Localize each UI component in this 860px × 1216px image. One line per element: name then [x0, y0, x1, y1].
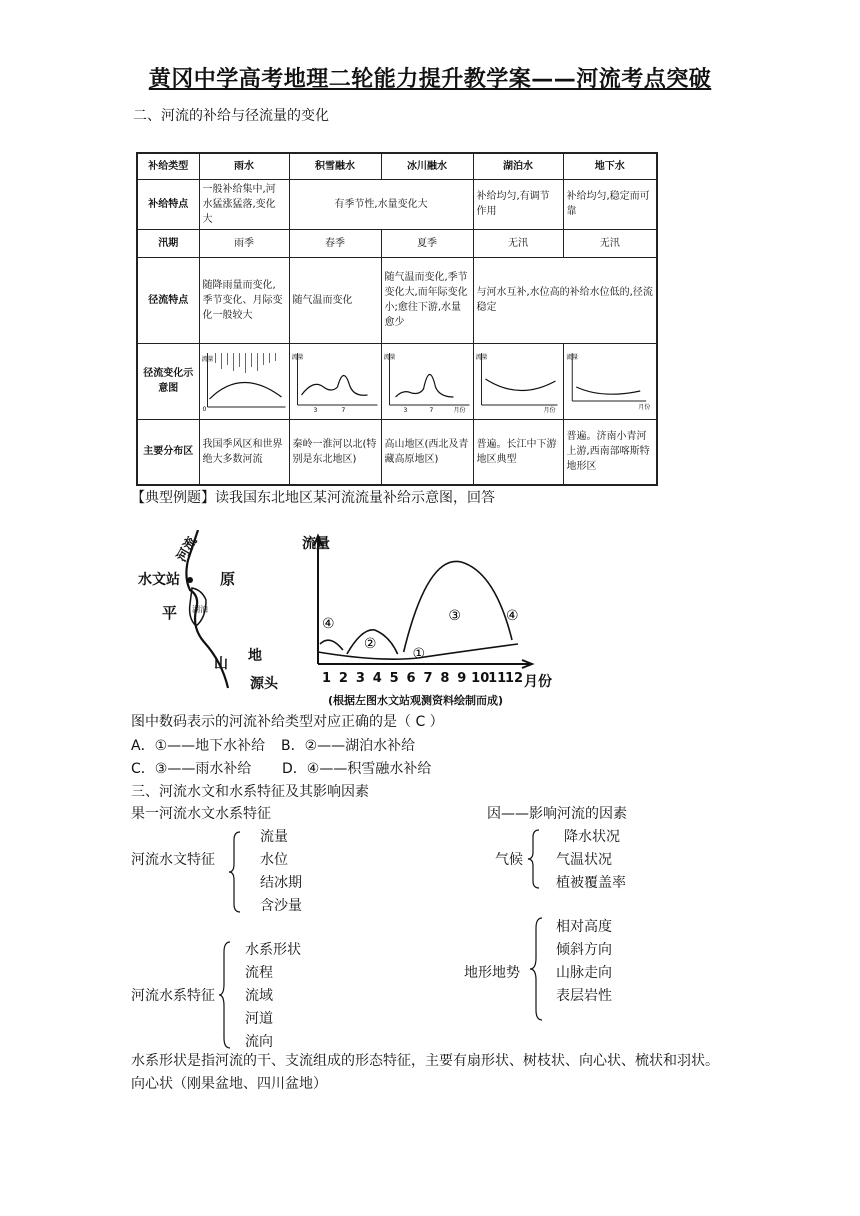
map-label-mountain: 地 — [248, 648, 262, 664]
table-cell: 普遍。济南小青河上游,西南部喀斯特地形区 — [563, 419, 657, 485]
list-item: 表层岩性 — [556, 988, 612, 1004]
snowmelt-runoff-chart — [291, 349, 380, 413]
river-map — [130, 530, 290, 700]
map-label-plain: 原 — [220, 570, 236, 588]
list-item: 水位 — [260, 852, 288, 868]
table-cell: 夏季 — [381, 229, 473, 257]
option-b: B．②——湖泊水补给 — [281, 738, 416, 754]
row-label: 径流特点 — [137, 257, 199, 343]
tick-label: 3 — [403, 407, 407, 413]
list-item: 含沙量 — [260, 898, 302, 914]
table-header-cell: 冰川融水 — [381, 153, 473, 179]
row-label: 汛期 — [137, 229, 199, 257]
table-cell — [289, 343, 381, 419]
station-marker-icon — [187, 577, 193, 583]
groundwater-runoff-chart — [565, 349, 656, 413]
brace-icon — [528, 916, 544, 1022]
table-cell: 高山地区(西北及青藏高原地区) — [381, 419, 473, 485]
tick-label: 7 — [423, 671, 433, 686]
table-cell: 秦岭一淮河以北(特别是东北地区) — [289, 419, 381, 485]
tick-label: 9 — [457, 671, 467, 686]
tick-label: 2 — [338, 671, 348, 686]
map-label-station: 水文站 — [138, 572, 180, 588]
hydro-features-label: 河流水文特征 — [131, 852, 215, 868]
table-header-cell: 补给类型 — [137, 153, 199, 179]
tick-label: 7 — [341, 407, 345, 413]
list-item: 流程 — [245, 965, 273, 981]
option-c: C．③——雨水补给 — [131, 761, 252, 777]
lake-runoff-chart — [475, 349, 562, 413]
list-item: 流量 — [260, 829, 288, 845]
map-label-river: 河流 — [174, 534, 201, 565]
list-item: 植被覆盖率 — [556, 875, 626, 891]
series-line — [404, 561, 512, 652]
section-2-heading: 二、河流的补给与径流量的变化 — [133, 108, 329, 124]
map-label-lake: 湖泊 — [192, 605, 208, 614]
chart-axis-label: 流量 — [475, 354, 488, 361]
table-cell: 有季节性,水量变化大 — [289, 179, 473, 229]
brace-icon — [228, 830, 242, 914]
recharge-chart — [298, 532, 558, 708]
row-label: 径流变化示意图 — [137, 343, 199, 419]
table-cell — [473, 343, 563, 419]
list-item: 倾斜方向 — [556, 942, 612, 958]
table-cell: 无汛 — [563, 229, 657, 257]
table-cell: 无汛 — [473, 229, 563, 257]
table-header-cell: 雨水 — [199, 153, 289, 179]
list-item: 山脉走向 — [556, 965, 612, 981]
tick-label: 3 — [355, 671, 365, 686]
tick-label: 4 — [372, 671, 382, 686]
rain-runoff-chart — [201, 349, 288, 413]
table-row — [137, 229, 657, 257]
table-cell: 随气温而变化 — [289, 257, 381, 343]
example-intro: 【典型例题】读我国东北地区某河流流量补给示意图，回答 — [131, 490, 495, 506]
chart-y-label: 流量 — [302, 536, 330, 552]
chart-axis-label: 月份 — [453, 407, 466, 413]
area-label: ① — [412, 646, 426, 662]
tick-label: 11 — [488, 671, 507, 686]
system-features-label: 河流水系特征 — [131, 988, 215, 1004]
table-cell: 春季 — [289, 229, 381, 257]
tick-label: 5 — [389, 671, 399, 686]
chart-axis-label: 流量 — [291, 354, 304, 361]
chart-x-label: 月份 — [524, 674, 552, 690]
cause-heading: 因——影响河流的因素 — [487, 806, 627, 822]
tick-label: 8 — [440, 671, 450, 686]
list-item: 气温状况 — [556, 852, 612, 868]
table-cell: 与河水互补,水位高的补给水位低的,径流稳定 — [473, 257, 657, 343]
area-label: ② — [363, 636, 377, 652]
table-cell: 补给均匀,稳定而可靠 — [563, 179, 657, 229]
area-label: ④ — [322, 616, 335, 632]
chart-origin-label: 0 — [202, 406, 206, 413]
question-text: 图中数码表示的河流补给类型对应正确的是（ C ） — [131, 714, 444, 730]
recharge-table — [136, 152, 658, 486]
tick-label: 3 — [313, 407, 317, 413]
map-label-source: 源头 — [250, 676, 278, 692]
table-cell — [199, 343, 289, 419]
table-cell: 随气温而变化,季节变化大,而年际变化小;愈往下游,水量愈少 — [381, 257, 473, 343]
paragraph: 水系形状是指河流的干、支流组成的形态特征，主要有扇形状、树枝状、向心状、梳状和羽状。 — [131, 1053, 719, 1069]
row-label: 补给特点 — [137, 179, 199, 229]
tick-label: 7 — [429, 407, 433, 413]
terrain-label: 地形地势 — [464, 965, 520, 981]
table-header-cell: 地下水 — [563, 153, 657, 179]
list-item: 水系形状 — [245, 942, 301, 958]
effect-heading: 果一河流水文水系特征 — [131, 806, 271, 822]
map-label-plain: 平 — [162, 604, 178, 622]
table-cell: 雨季 — [199, 229, 289, 257]
chart-axis-label: 流量 — [565, 354, 578, 361]
brace-icon — [527, 828, 541, 890]
table-cell — [563, 343, 657, 419]
table-header-cell: 积雪融水 — [289, 153, 381, 179]
list-item: 河道 — [245, 1011, 273, 1027]
tick-label: 1 — [322, 671, 332, 686]
chart-axis-label: 月份 — [543, 407, 556, 413]
series-line — [320, 640, 343, 650]
area-label: ③ — [448, 608, 461, 624]
table-cell: 补给均匀,有调节作用 — [473, 179, 563, 229]
list-item: 流向 — [245, 1034, 273, 1050]
list-item: 降水状况 — [564, 829, 620, 845]
tick-label: 12 — [505, 671, 524, 686]
table-row — [137, 179, 657, 229]
table-row — [137, 343, 657, 419]
brace-icon — [218, 940, 232, 1050]
row-label: 主要分布区 — [137, 419, 199, 485]
table-row — [137, 419, 657, 485]
climate-label: 气候 — [495, 852, 523, 868]
map-label-mountain: 山 — [214, 656, 228, 672]
tick-label: 6 — [406, 671, 416, 686]
table-cell — [381, 343, 473, 419]
paragraph: 向心状（刚果盆地、四川盆地） — [131, 1076, 327, 1092]
table-cell: 随降雨量而变化,季节变化、月际变化一般较大 — [199, 257, 289, 343]
tick-label: 10 — [471, 671, 490, 686]
list-item: 相对高度 — [556, 919, 612, 935]
table-cell: 我国季风区和世界绝大多数河流 — [199, 419, 289, 485]
list-item: 流域 — [245, 988, 273, 1004]
chart-axis-label: 月份 — [637, 404, 650, 411]
page-title: 黄冈中学高考地理二轮能力提升教学案——河流考点突破 — [148, 67, 712, 92]
area-label: ④ — [506, 608, 519, 624]
table-cell: 普遍。长江中下游地区典型 — [473, 419, 563, 485]
chart-axis-label: 流量 — [201, 356, 214, 363]
chart-caption: (根据左图水文站观测资料绘制而成) — [328, 694, 504, 707]
section-3-heading: 三、河流水文和水系特征及其影响因素 — [131, 784, 369, 800]
option-d: D．④——积雪融水补给 — [282, 761, 432, 777]
table-header-cell: 湖泊水 — [473, 153, 563, 179]
table-row — [137, 257, 657, 343]
table-header-row — [137, 153, 657, 179]
option-a: A．①——地下水补给 — [131, 738, 266, 754]
list-item: 结冰期 — [260, 875, 302, 891]
table-cell: 一般补给集中,河水猛涨猛落,变化大 — [199, 179, 289, 229]
chart-axis-label: 流量 — [383, 354, 396, 361]
glacier-runoff-chart — [383, 349, 472, 413]
